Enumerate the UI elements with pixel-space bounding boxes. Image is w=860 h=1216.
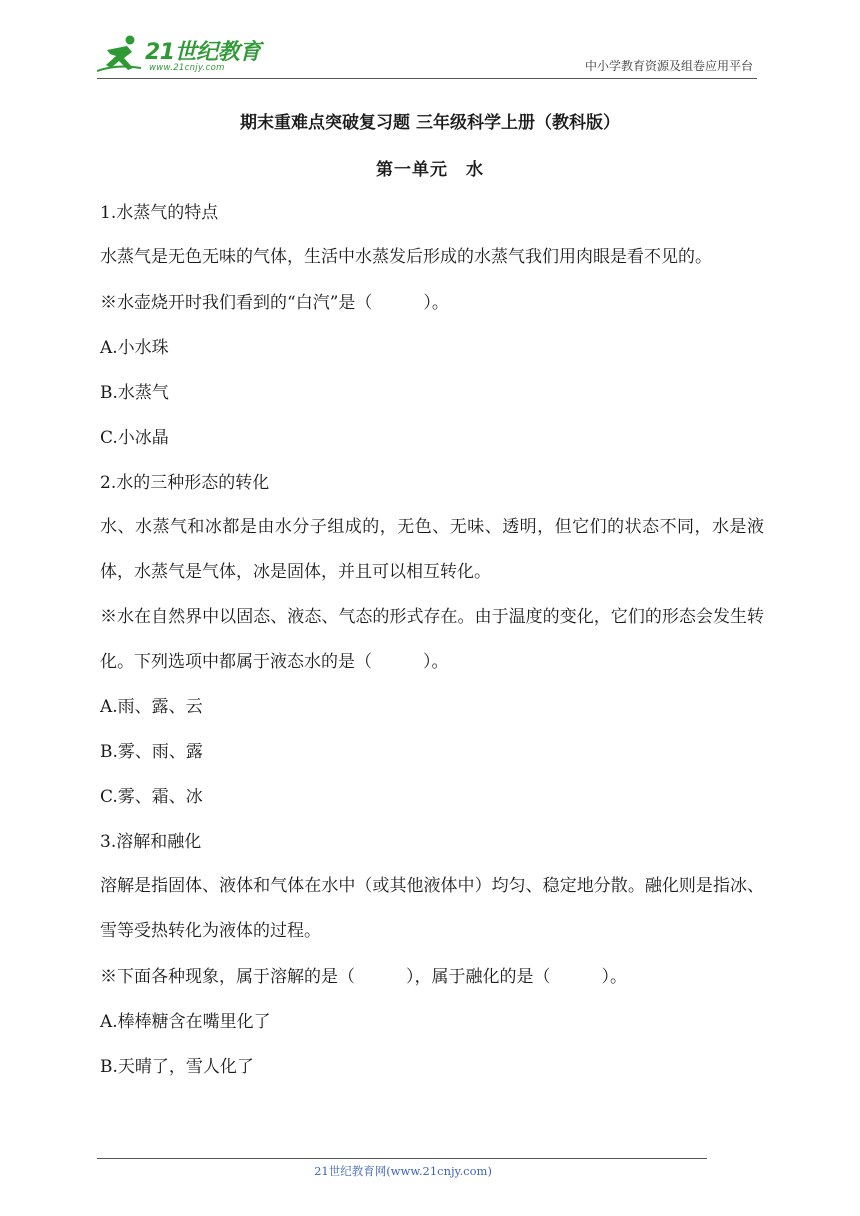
option: A.棒棒糖含在嘴里化了 [100, 1012, 271, 1032]
logo [97, 32, 267, 76]
document-body [100, 196, 764, 1095]
section-heading: 1.水蒸气的特点 [100, 203, 219, 223]
logo-url: www.21cnjy.com [149, 63, 225, 73]
section-heading: 2.水的三种形态的转化 [100, 473, 270, 493]
logo-text: 21世纪教育 [145, 40, 261, 65]
option: B.天晴了，雪人化了 [100, 1057, 254, 1077]
footer-divider [97, 1158, 707, 1159]
section-body: 水蒸气是无色无味的气体，生活中水蒸发后形成的水蒸气我们用肉眼是看不见的。 [100, 247, 712, 267]
option: B.水蒸气 [100, 383, 169, 403]
question: ※水壶烧开时我们看到的“白汽”是（ ）。 [100, 293, 449, 313]
runner-logo-icon [97, 34, 143, 74]
unit-title: 第一单元 水 [376, 160, 484, 180]
platform-name: 中小学教育资源及组卷应用平台 [584, 59, 753, 73]
page-footer: 21世纪教育网(www.21cnjy.com) [314, 1164, 492, 1178]
question: ※水在自然界中以固态、液态、气态的形式存在。由于温度的变化，它们的形态会发生转化。下列选项中都属于液态水的是（ ）。 [100, 607, 764, 672]
option: C.雾、霜、冰 [100, 787, 203, 807]
section-body: 溶解是指固体、液体和气体在水中（或其他液体中）均匀、稳定地分散。融化则是指冰、雪等受热转化为液体的过程。 [100, 876, 764, 941]
section-body: 水、水蒸气和冰都是由水分子组成的，无色、无味、透明，但它们的状态不同，水是液体，水蒸气是气体，冰是固体，并且可以相互转化。 [100, 517, 764, 582]
document-title: 期末重难点突破复习题 三年级科学上册（教科版） [240, 113, 620, 133]
option: B.雾、雨、露 [100, 742, 203, 762]
option: A.小水珠 [100, 338, 169, 358]
option: A.雨、露、云 [100, 697, 203, 717]
option: C.小冰晶 [100, 428, 169, 448]
page-header [97, 32, 757, 79]
question: ※下面各种现象，属于溶解的是（ ），属于融化的是（ ）。 [100, 967, 627, 987]
section-heading: 3.溶解和融化 [100, 832, 202, 852]
